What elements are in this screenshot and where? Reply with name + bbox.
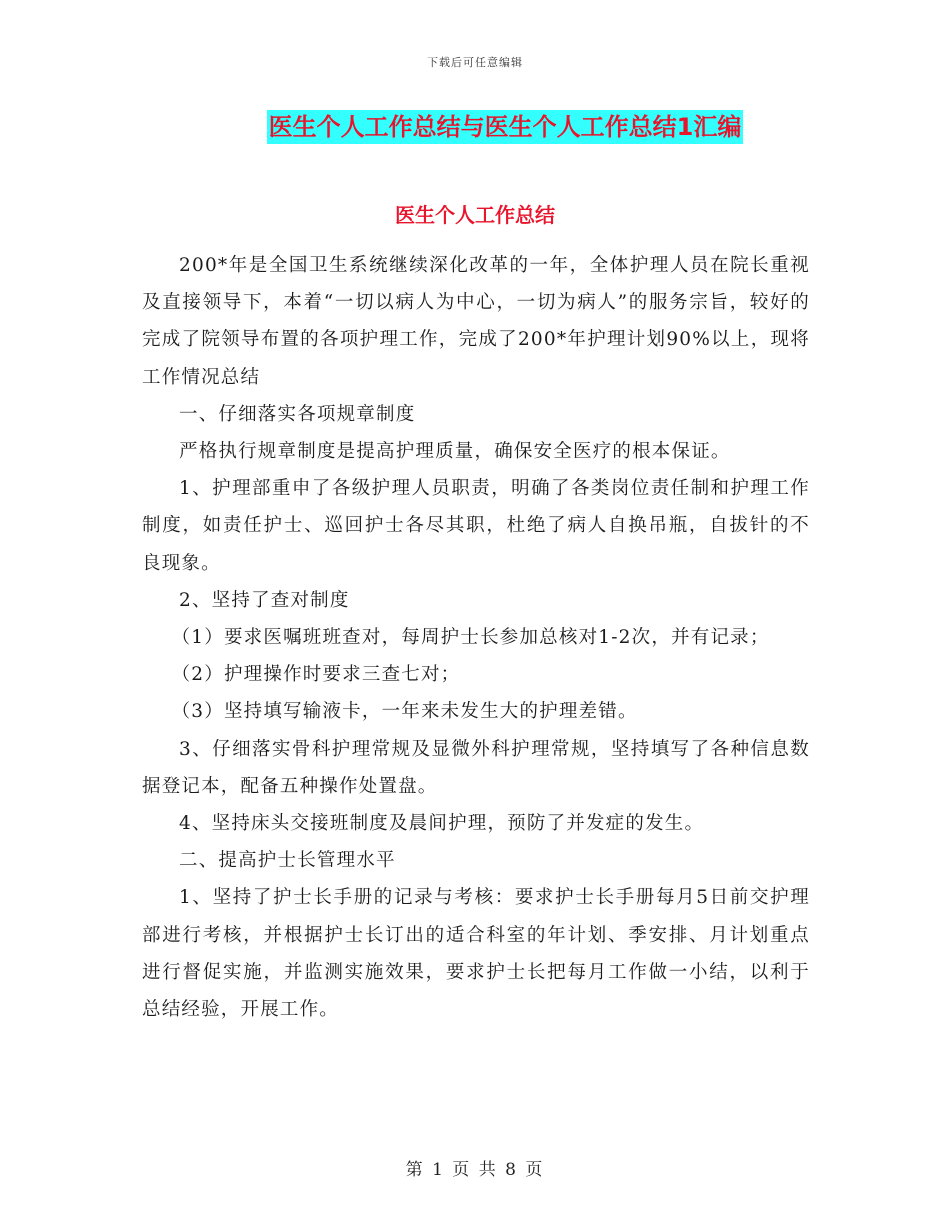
- list-item: （3）坚持填写输液卡，一年来未发生大的护理差错。: [171, 701, 638, 723]
- main-title: 医生个人工作总结与医生个人工作总结1汇编: [267, 110, 744, 144]
- paragraph: 1、坚持了护士长手册的记录与考核：要求护士长手册每月5日前交护理部进行考核，并根据护士长订出的适合科室的年计划、季安排、月计划重点进行督促实施，并监测实施效果，要求护士长把每月工作做一小结，以利于总结经验，开展工作。: [142, 887, 810, 1021]
- list-item: （1）要求医嘱班班查对，每周护士长参加总核对1-2次，并有记录；: [171, 627, 770, 649]
- page-number: 第 1 页 共 8 页: [405, 1160, 545, 1180]
- header-note: 下载后可任意编辑: [427, 56, 523, 69]
- section-heading: 一、仔细落实各项规章制度: [179, 403, 416, 425]
- section-heading: 二、提高护士长管理水平: [179, 850, 396, 872]
- paragraph: 1、护理部重申了各级护理人员职责，明确了各类岗位责任制和护理工作制度，如责任护士、巡回护士各尽其职，杜绝了病人自换吊瓶，自拔针的不良现象。: [142, 478, 810, 574]
- list-item: （2）护理操作时要求三查七对；: [171, 664, 461, 686]
- main-title-container: [0, 110, 950, 144]
- document-body: [142, 247, 810, 1028]
- paragraph: 严格执行规章制度是提高护理质量，确保安全医疗的根本保证。: [179, 441, 731, 463]
- paragraph: 3、仔细落实骨科护理常规及显微外科护理常规，坚持填写了各种信息数据登记本，配备五种操作处置盘。: [142, 738, 810, 797]
- paragraph: 2、坚持了查对制度: [179, 589, 350, 611]
- paragraph: 200*年是全国卫生系统继续深化改革的一年，全体护理人员在院长重视及直接领导下，本着“一切以病人为中心，一切为病人”的服务宗旨，较好的完成了院领导布置的各项护理工作，完成了200*年护理计划90%以上，现将工作情况总结: [142, 255, 810, 388]
- paragraph: 4、坚持床头交接班制度及晨间护理，预防了并发症的发生。: [179, 813, 705, 835]
- section-title: 医生个人工作总结: [395, 203, 555, 227]
